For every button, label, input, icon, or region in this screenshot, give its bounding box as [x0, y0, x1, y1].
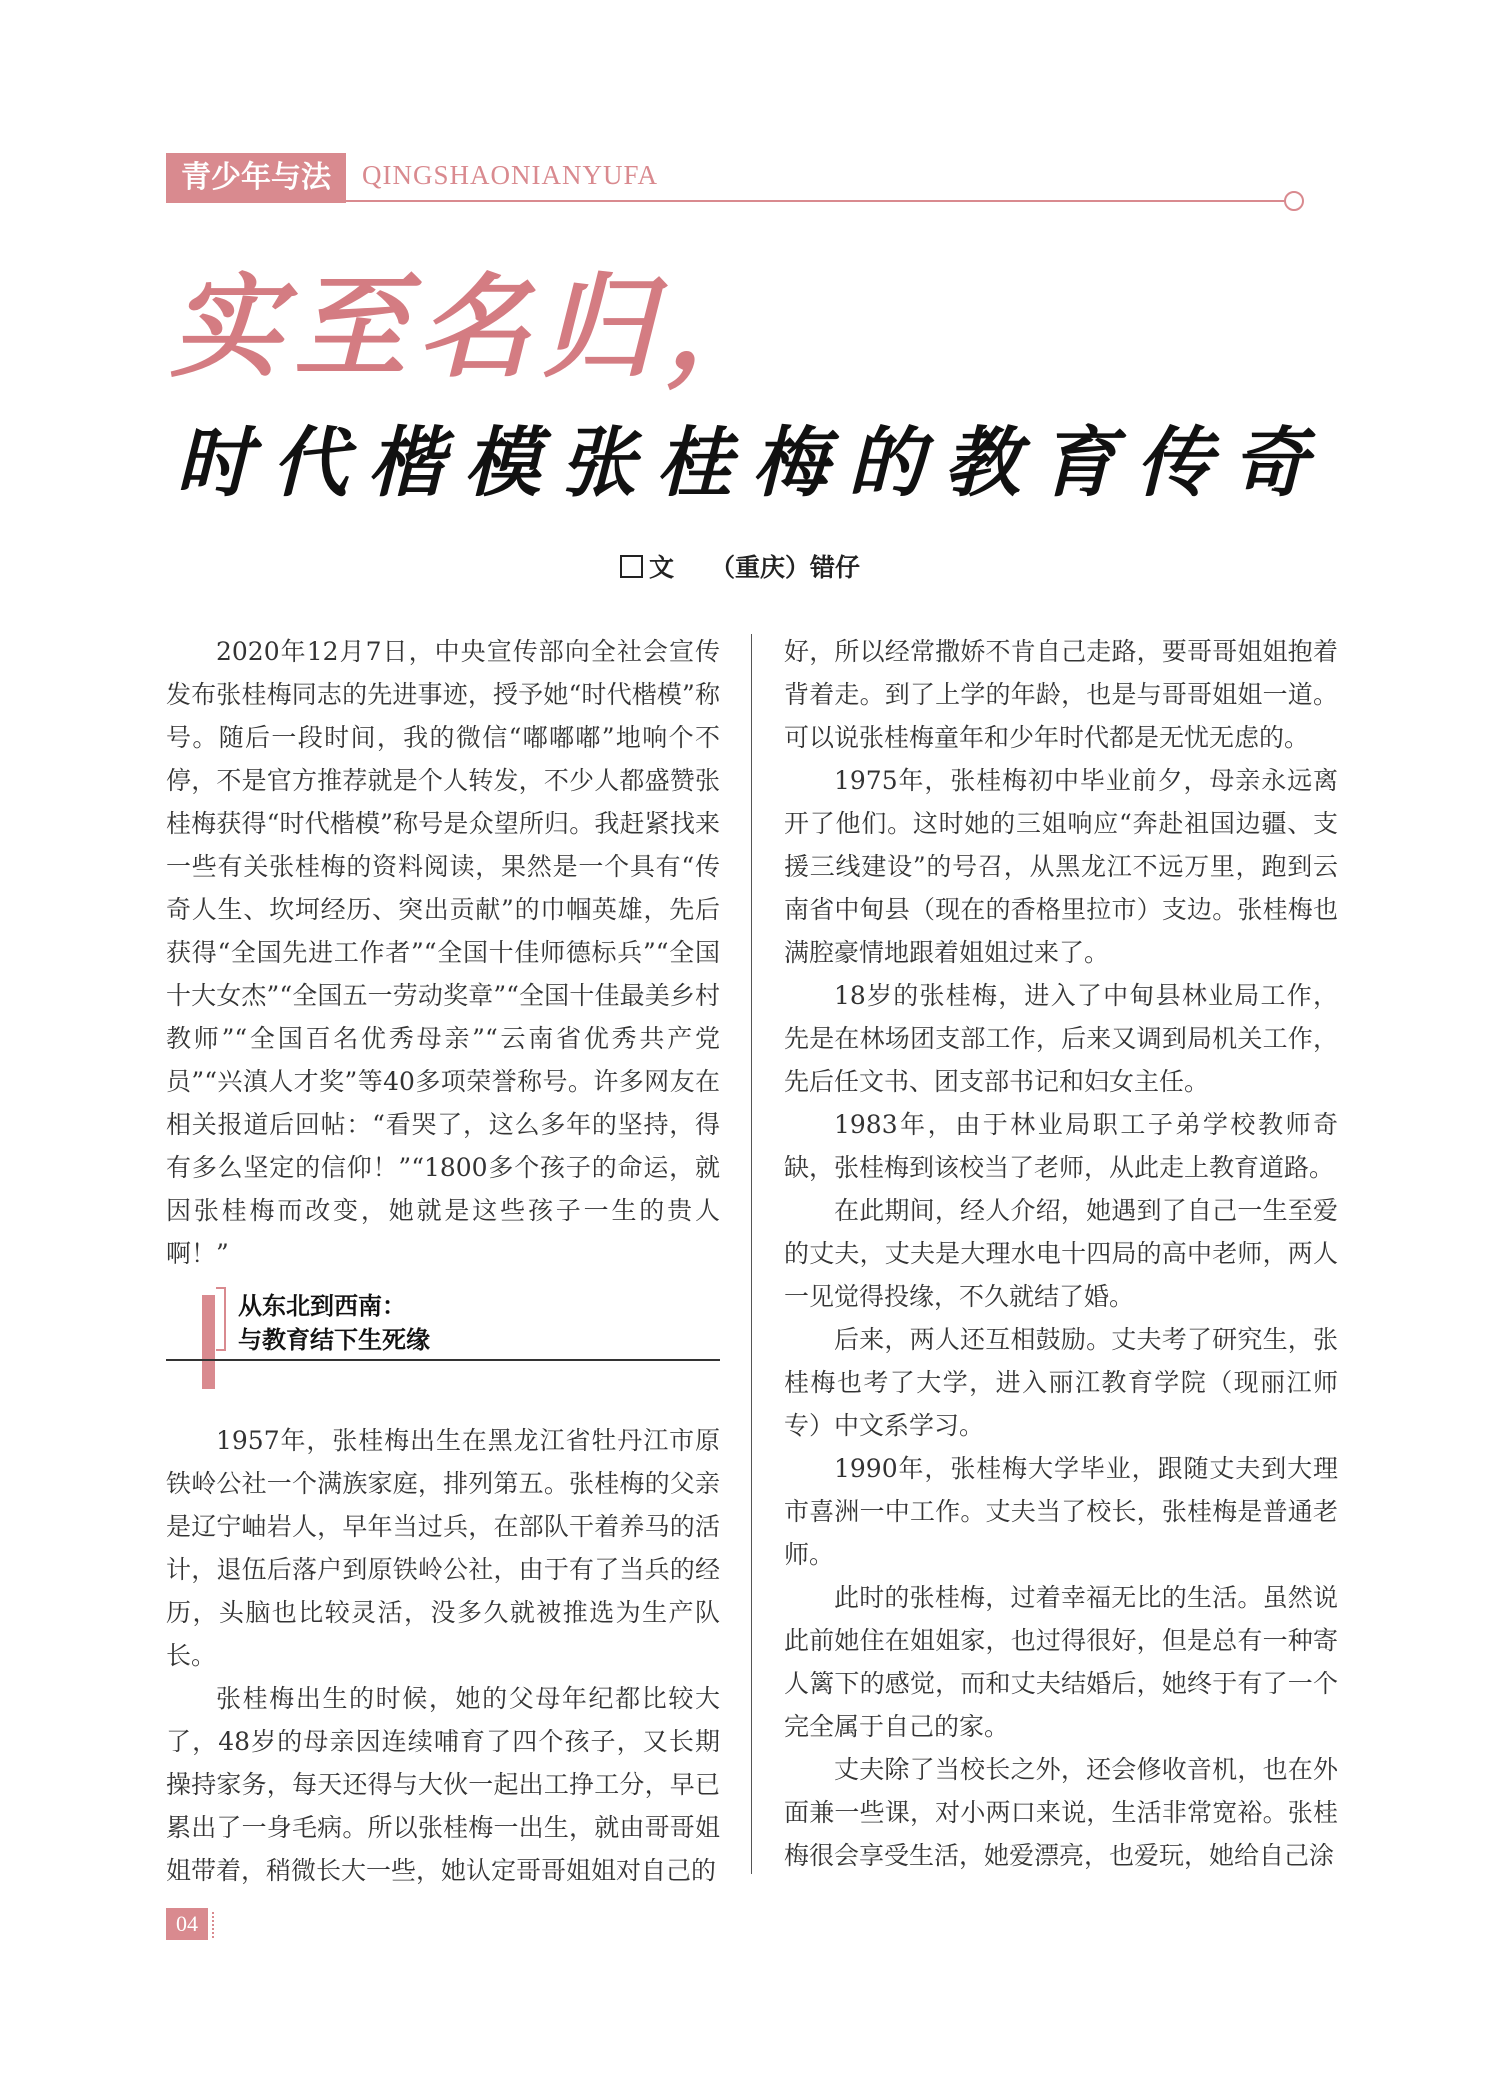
byline-wen: 文	[649, 553, 675, 582]
paragraph: 1975年，张桂梅初中毕业前夕，母亲永远离开了他们。这时她的三姐响应“奔赴祖国边疆、支援三线建设”的号召，从黑龙江不远万里，跑到云南省中甸县（现在的香格里拉市）支边。张桂梅也满腔豪情地跟着姐姐过来了。	[784, 766, 1338, 967]
header-rule-end-dot	[1284, 191, 1304, 211]
subhead-accent-outline	[216, 1287, 226, 1351]
paragraph: 此时的张桂梅，过着幸福无比的生活。虽然说此前她住在姐姐家，也过得很好，但是总有一种寄人篱下的感觉，而和丈夫结婚后，她终于有了一个完全属于自己的家。	[784, 1583, 1338, 1741]
paragraph: 1983年，由于林业局职工子弟学校教师奇缺，张桂梅到该校当了老师，从此走上教育道路。	[784, 1110, 1338, 1182]
page-number-tick	[212, 1912, 214, 1938]
subhead-rule	[166, 1359, 720, 1361]
paragraph-continued: 好，所以经常撒娇不肯自己走路，要哥哥姐姐抱着背着走。到了上学的年龄，也是与哥哥姐姐一道。可以说张桂梅童年和少年时代都是无忧无虑的。	[784, 637, 1338, 752]
article-subtitle: 时代楷模张桂梅的教育传奇	[176, 418, 1328, 507]
left-column	[166, 630, 720, 1892]
subhead-line-2: 与教育结下生死缘	[238, 1326, 430, 1354]
subhead-accent-bar	[202, 1295, 215, 1389]
paragraph: 张桂梅出生的时候，她的父母年纪都比较大了，48岁的母亲因连续哺育了四个孩子，又长期操持家务，每天还得与大伙一起出工挣工分，早已累出了一身毛病。所以张桂梅一出生，就由哥哥姐姐带着，稍微长大一些，她认定哥哥姐姐对自己的	[166, 1684, 720, 1885]
section-tag: 青少年与法	[166, 153, 346, 203]
paragraph: 2020年12月7日，中央宣传部向全社会宣传发布张桂梅同志的先进事迹，授予她“时代楷模”称号。随后一段时间，我的微信“嘟嘟嘟”地响个不停，不是官方推荐就是个人转发，不少人都盛赞张桂梅获得“时代楷模”称号是众望所归。我赶紧找来一些有关张桂梅的资料阅读，果然是一个具有“传奇人生、坎坷经历、突出贡献”的巾帼英雄，先后获得“全国先进工作者”“全国十佳师德标兵”“全国十大女杰”“全国五一劳动奖章”“全国十佳最美乡村教师”“全国百名优秀母亲”“云南省优秀共产党员”“兴滇人才奖”等40多项荣誉称号。许多网友在相关报道后回帖：“看哭了，这么多年的坚持，得有多么坚定的信仰！”“1800多个孩子的命运，就因张桂梅而改变，她就是这些孩子一生的贵人啊！”	[166, 637, 720, 1268]
paragraph: 后来，两人还互相鼓励。丈夫考了研究生，张桂梅也考了大学，进入丽江教育学院（现丽江师专）中文系学习。	[784, 1325, 1338, 1440]
header-rule	[166, 200, 1286, 202]
article-title: 实至名归，	[170, 262, 790, 393]
right-column	[784, 630, 1338, 1877]
paragraph: 18岁的张桂梅，进入了中甸县林业局工作，先是在林场团支部工作，后来又调到局机关工作，先后任文书、团支部书记和妇女主任。	[784, 981, 1338, 1096]
column-divider	[751, 634, 752, 1874]
paragraph: 1957年，张桂梅出生在黑龙江省牡丹江市原铁岭公社一个满族家庭，排列第五。张桂梅的父亲是辽宁岫岩人，早年当过兵，在部队干着养马的活计，退伍后落户到原铁岭公社，由于有了当兵的经历，头脑也比较灵活，没多久就被推选为生产队长。	[166, 1426, 720, 1670]
section-subhead	[166, 1285, 720, 1403]
subhead-line-1: 从东北到西南：	[238, 1292, 406, 1320]
byline-box-icon	[620, 555, 643, 578]
subhead-text	[238, 1289, 430, 1357]
paragraph: 1990年，张桂梅大学毕业，跟随丈夫到大理市喜洲一中工作。丈夫当了校长，张桂梅是普通老师。	[784, 1454, 1338, 1569]
byline	[620, 548, 860, 584]
byline-author: （重庆）错仔	[710, 553, 861, 582]
section-english-name: QINGSHAONIANYUFA	[362, 160, 658, 190]
paragraph: 在此期间，经人介绍，她遇到了自己一生至爱的丈夫，丈夫是大理水电十四局的高中老师，两人一见觉得投缘，不久就结了婚。	[784, 1196, 1338, 1311]
page-number: 04	[166, 1908, 208, 1940]
paragraph: 丈夫除了当校长之外，还会修收音机，也在外面兼一些课，对小两口来说，生活非常宽裕。张桂梅很会享受生活，她爱漂亮，也爱玩，她给自己涂	[784, 1755, 1338, 1870]
